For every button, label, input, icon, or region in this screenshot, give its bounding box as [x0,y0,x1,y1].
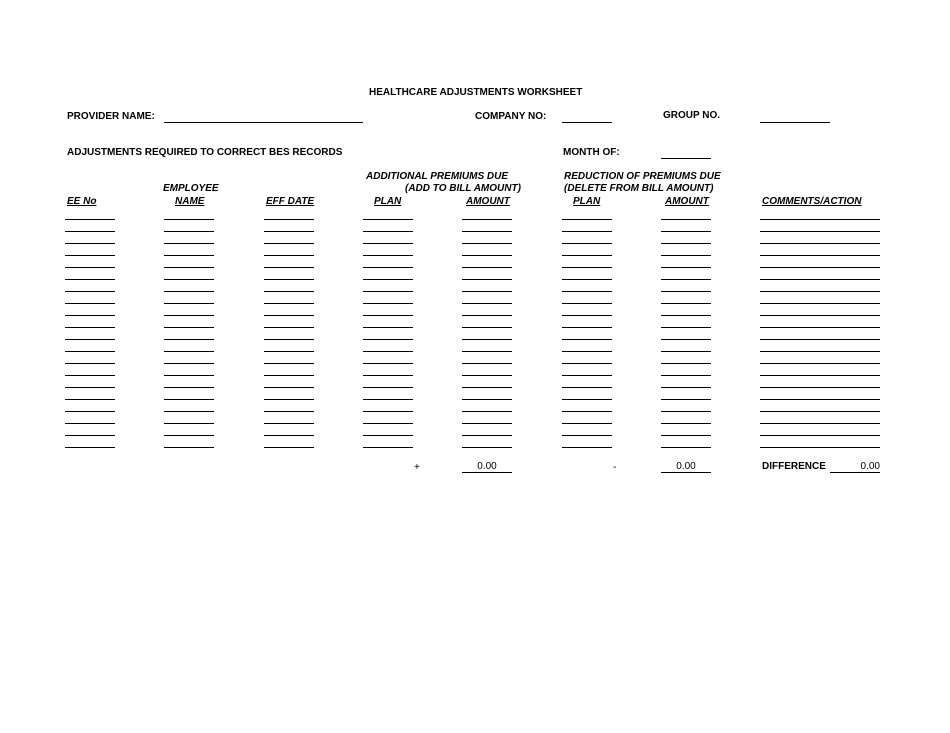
entry-line-ee-no[interactable] [65,303,115,304]
entry-line-comments[interactable] [760,423,880,424]
entry-line-amount-red[interactable] [661,435,711,436]
reduction-total: 0.00 [661,461,711,473]
entry-line-ee-no[interactable] [65,219,115,220]
entry-line-plan-red[interactable] [562,255,612,256]
provider-name-field[interactable] [164,122,363,123]
entry-line-amount-add[interactable] [462,315,512,316]
additional-premiums-header: ADDITIONAL PREMIUMS DUE [366,171,509,182]
section-heading: ADJUSTMENTS REQUIRED TO CORRECT BES RECORDS [67,147,343,158]
entry-line-plan-add[interactable] [363,243,413,244]
reduction-premiums-header: REDUCTION OF PREMIUMS DUE [564,171,721,182]
entry-line-amount-red[interactable] [661,219,711,220]
entry-line-ee-no[interactable] [65,423,115,424]
entry-line-amount-add[interactable] [462,423,512,424]
entry-line-ee-no[interactable] [65,267,115,268]
entry-line-eff-date[interactable] [264,315,314,316]
entry-line-name[interactable] [164,411,214,412]
entry-line-amount-add[interactable] [462,243,512,244]
col-header-eff-date: EFF DATE [266,196,315,207]
entry-line-amount-red[interactable] [661,363,711,364]
entry-line-plan-add[interactable] [363,339,413,340]
entry-line-plan-red[interactable] [562,387,612,388]
entry-line-eff-date[interactable] [264,423,314,424]
entry-line-plan-add[interactable] [363,255,413,256]
entry-line-plan-red[interactable] [562,243,612,244]
entry-line-plan-add[interactable] [363,219,413,220]
entry-line-ee-no[interactable] [65,279,115,280]
entry-line-plan-add[interactable] [363,435,413,436]
page-title: HEALTHCARE ADJUSTMENTS WORKSHEET [369,87,583,98]
entry-line-amount-red[interactable] [661,231,711,232]
entry-line-plan-red[interactable] [562,315,612,316]
entry-line-plan-red[interactable] [562,447,612,448]
entry-line-amount-red[interactable] [661,423,711,424]
entry-line-eff-date[interactable] [264,339,314,340]
col-header-plan-add: PLAN [374,196,402,207]
entry-line-amount-add[interactable] [462,303,512,304]
entry-line-plan-red[interactable] [562,411,612,412]
entry-line-amount-red[interactable] [661,399,711,400]
entry-line-plan-red[interactable] [562,351,612,352]
entry-line-eff-date[interactable] [264,351,314,352]
company-no-label: COMPANY NO: [475,111,547,122]
entry-line-plan-red[interactable] [562,303,612,304]
col-header-amount-add: AMOUNT [466,196,510,207]
entry-line-comments[interactable] [760,255,880,256]
entry-line-plan-red[interactable] [562,435,612,436]
entry-line-ee-no[interactable] [65,363,115,364]
group-no-label: GROUP NO. [663,110,721,121]
entry-line-comments[interactable] [760,219,880,220]
entry-line-ee-no[interactable] [65,435,115,436]
entry-line-comments[interactable] [760,315,880,316]
entry-line-plan-red[interactable] [562,339,612,340]
entry-line-eff-date[interactable] [264,435,314,436]
entry-line-plan-add[interactable] [363,447,413,448]
entry-line-amount-red[interactable] [661,339,711,340]
entry-line-eff-date[interactable] [264,363,314,364]
entry-line-comments[interactable] [760,279,880,280]
entry-line-name[interactable] [164,303,214,304]
entry-line-comments[interactable] [760,363,880,364]
entry-line-name[interactable] [164,327,214,328]
entry-line-comments[interactable] [760,447,880,448]
entry-line-ee-no[interactable] [65,243,115,244]
entry-line-plan-add[interactable] [363,231,413,232]
entry-line-plan-add[interactable] [363,303,413,304]
entry-line-amount-add[interactable] [462,435,512,436]
entry-line-comments[interactable] [760,435,880,436]
entry-line-eff-date[interactable] [264,267,314,268]
entry-line-name[interactable] [164,315,214,316]
entry-line-amount-red[interactable] [661,411,711,412]
entry-line-eff-date[interactable] [264,231,314,232]
entry-line-ee-no[interactable] [65,255,115,256]
entry-line-eff-date[interactable] [264,279,314,280]
additional-premiums-subheader: (ADD TO BILL AMOUNT) [405,183,521,194]
plus-sign: + [414,462,420,473]
entry-line-comments[interactable] [760,411,880,412]
month-of-field[interactable] [661,158,711,159]
entry-line-ee-no[interactable] [65,351,115,352]
entry-line-amount-add[interactable] [462,363,512,364]
month-of-label: MONTH OF: [563,147,620,158]
difference-value: 0.00 [830,461,880,473]
entry-line-name[interactable] [164,351,214,352]
entry-line-comments[interactable] [760,387,880,388]
entry-line-amount-red[interactable] [661,327,711,328]
reduction-premiums-subheader: (DELETE FROM BILL AMOUNT) [564,183,714,194]
entry-line-eff-date[interactable] [264,303,314,304]
entry-line-plan-add[interactable] [363,327,413,328]
difference-label: DIFFERENCE [762,461,826,472]
entry-line-ee-no[interactable] [65,399,115,400]
entry-line-amount-add[interactable] [462,351,512,352]
entry-line-amount-add[interactable] [462,279,512,280]
col-header-plan-red: PLAN [573,196,601,207]
entry-line-amount-red[interactable] [661,303,711,304]
col-header-amount-red: AMOUNT [665,196,709,207]
minus-sign: - [613,462,617,473]
entry-line-amount-add[interactable] [462,291,512,292]
entry-line-name[interactable] [164,291,214,292]
entry-line-comments[interactable] [760,399,880,400]
entry-line-plan-add[interactable] [363,267,413,268]
entry-line-amount-add[interactable] [462,327,512,328]
entry-line-comments[interactable] [760,243,880,244]
entry-line-plan-red[interactable] [562,327,612,328]
entry-line-comments[interactable] [760,267,880,268]
entry-line-plan-add[interactable] [363,315,413,316]
entry-line-name[interactable] [164,231,214,232]
entry-line-amount-red[interactable] [661,243,711,244]
entry-line-amount-add[interactable] [462,375,512,376]
entry-line-eff-date[interactable] [264,255,314,256]
entry-line-amount-add[interactable] [462,267,512,268]
entry-line-amount-red[interactable] [661,291,711,292]
entry-line-name[interactable] [164,387,214,388]
entry-line-eff-date[interactable] [264,291,314,292]
entry-line-plan-red[interactable] [562,363,612,364]
entry-line-plan-add[interactable] [363,291,413,292]
company-no-field[interactable] [562,122,612,123]
entry-line-comments[interactable] [760,303,880,304]
provider-name-label: PROVIDER NAME: [67,111,155,122]
entry-line-amount-add[interactable] [462,399,512,400]
entry-line-eff-date[interactable] [264,327,314,328]
entry-line-name[interactable] [164,279,214,280]
entry-line-plan-add[interactable] [363,363,413,364]
entry-line-plan-red[interactable] [562,375,612,376]
entry-line-ee-no[interactable] [65,387,115,388]
entry-line-name[interactable] [164,423,214,424]
entry-line-plan-red[interactable] [562,219,612,220]
entry-line-amount-add[interactable] [462,411,512,412]
additional-total: 0.00 [462,461,512,473]
entry-line-amount-red[interactable] [661,387,711,388]
entry-line-amount-red[interactable] [661,447,711,448]
entry-line-name[interactable] [164,363,214,364]
entry-line-plan-add[interactable] [363,399,413,400]
entry-line-eff-date[interactable] [264,447,314,448]
entry-line-ee-no[interactable] [65,411,115,412]
entry-line-amount-red[interactable] [661,375,711,376]
entry-line-plan-red[interactable] [562,231,612,232]
entry-line-name[interactable] [164,267,214,268]
entry-line-name[interactable] [164,447,214,448]
entry-line-eff-date[interactable] [264,411,314,412]
entry-line-plan-red[interactable] [562,291,612,292]
entry-line-plan-red[interactable] [562,399,612,400]
entry-line-comments[interactable] [760,339,880,340]
entry-line-amount-red[interactable] [661,351,711,352]
entry-line-eff-date[interactable] [264,387,314,388]
entry-line-plan-add[interactable] [363,279,413,280]
entry-line-ee-no[interactable] [65,327,115,328]
entry-line-amount-red[interactable] [661,315,711,316]
group-no-field[interactable] [760,122,830,123]
entry-line-amount-add[interactable] [462,339,512,340]
entry-line-amount-red[interactable] [661,255,711,256]
entry-line-plan-add[interactable] [363,411,413,412]
entry-line-amount-add[interactable] [462,255,512,256]
entry-line-ee-no[interactable] [65,291,115,292]
entry-line-comments[interactable] [760,327,880,328]
col-header-ee-no: EE No [67,196,97,207]
entry-line-eff-date[interactable] [264,375,314,376]
employee-header-top: EMPLOYEE [163,183,219,194]
entry-line-amount-add[interactable] [462,447,512,448]
entry-line-plan-red[interactable] [562,267,612,268]
entry-line-name[interactable] [164,243,214,244]
entry-line-amount-add[interactable] [462,219,512,220]
entry-line-ee-no[interactable] [65,339,115,340]
entry-line-amount-red[interactable] [661,279,711,280]
entry-line-name[interactable] [164,219,214,220]
entry-line-ee-no[interactable] [65,447,115,448]
entry-line-plan-add[interactable] [363,423,413,424]
col-header-comments: COMMENTS/ACTION [762,196,862,207]
entry-line-plan-add[interactable] [363,351,413,352]
entry-line-ee-no[interactable] [65,375,115,376]
entry-line-comments[interactable] [760,351,880,352]
entry-line-comments[interactable] [760,291,880,292]
entry-line-amount-add[interactable] [462,231,512,232]
entry-line-ee-no[interactable] [65,231,115,232]
entry-line-comments[interactable] [760,231,880,232]
entry-line-eff-date[interactable] [264,243,314,244]
entry-line-eff-date[interactable] [264,219,314,220]
entry-line-name[interactable] [164,435,214,436]
entry-line-amount-add[interactable] [462,387,512,388]
col-header-name: NAME [175,196,205,207]
entry-line-amount-red[interactable] [661,267,711,268]
entry-line-name[interactable] [164,255,214,256]
entry-line-plan-add[interactable] [363,387,413,388]
entry-line-name[interactable] [164,399,214,400]
entry-line-plan-red[interactable] [562,423,612,424]
entry-line-ee-no[interactable] [65,315,115,316]
entry-line-name[interactable] [164,339,214,340]
entry-line-comments[interactable] [760,375,880,376]
entry-line-eff-date[interactable] [264,399,314,400]
entry-line-name[interactable] [164,375,214,376]
entry-line-plan-add[interactable] [363,375,413,376]
entry-line-plan-red[interactable] [562,279,612,280]
